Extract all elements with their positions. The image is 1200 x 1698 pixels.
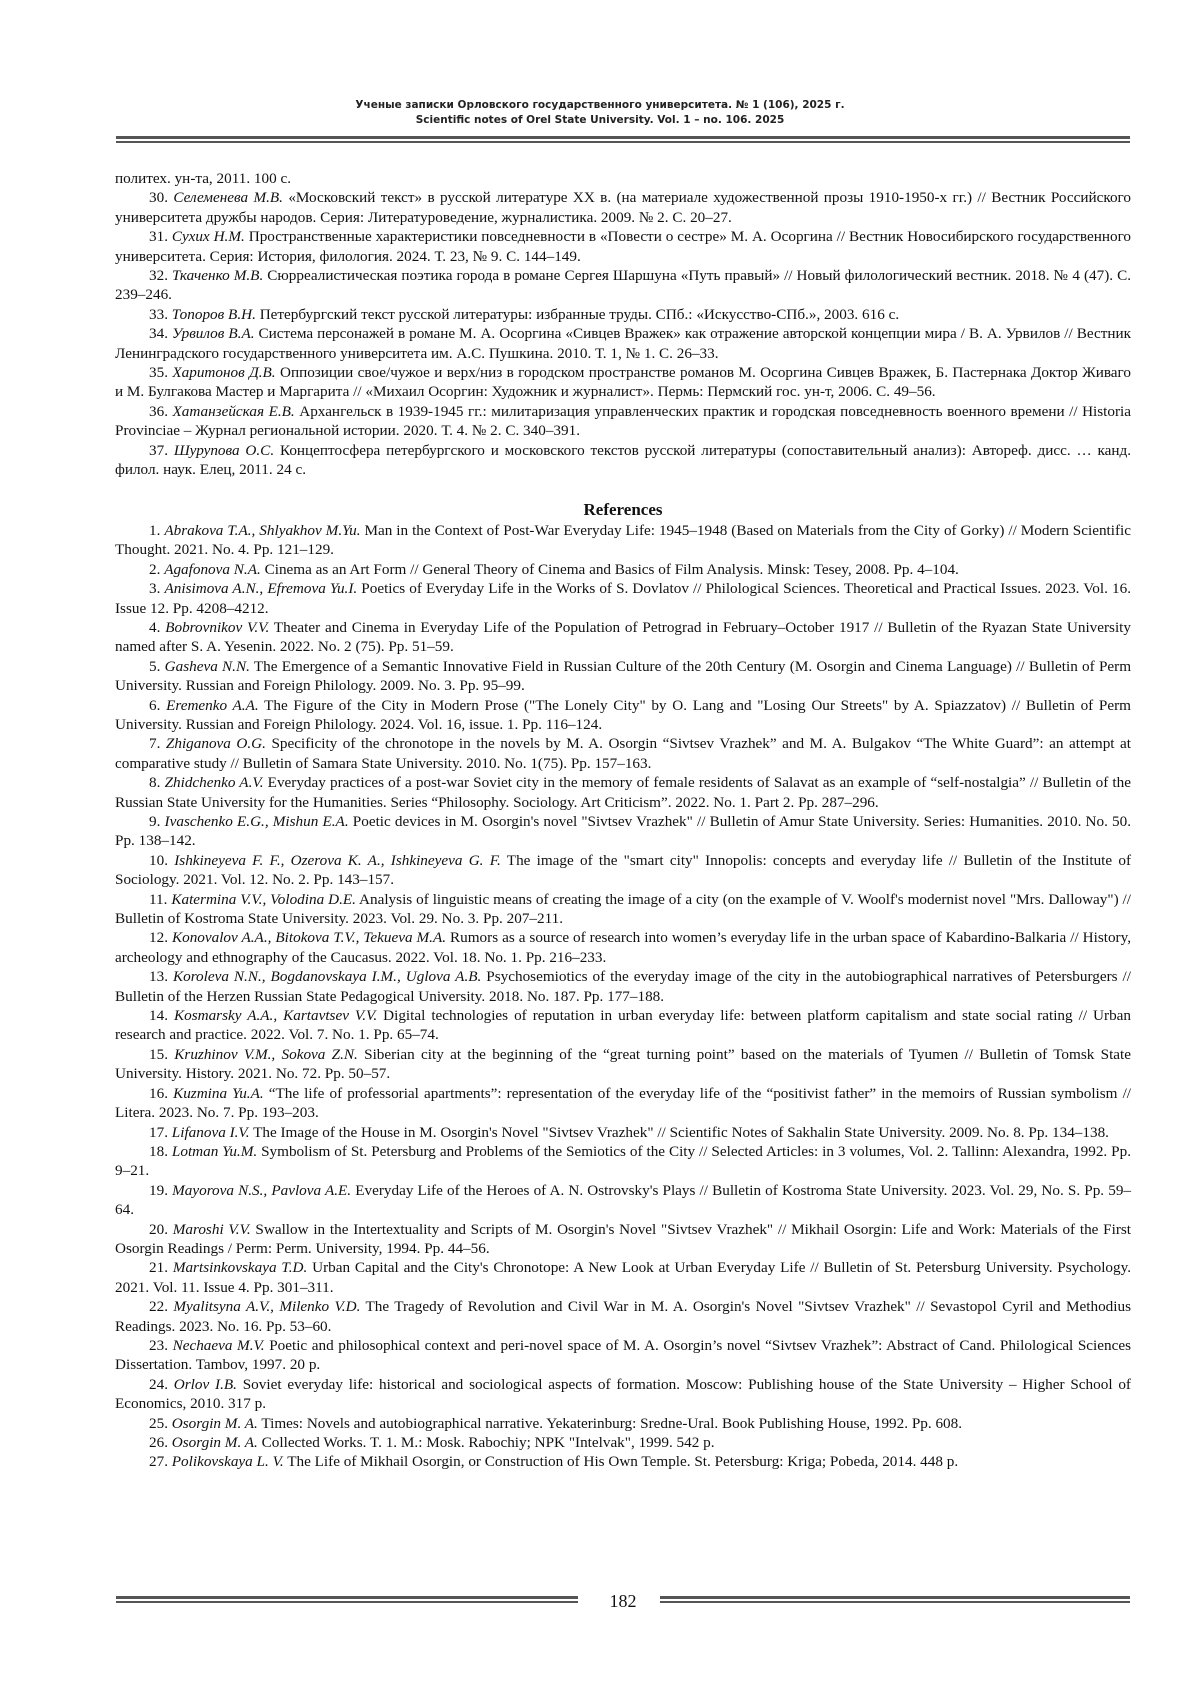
reference-item bbox=[115, 521, 1131, 560]
reference-item bbox=[115, 618, 1131, 657]
reference-author: Katermina V.V., Volodina D.E. bbox=[171, 890, 356, 908]
reference-item bbox=[115, 1297, 1131, 1336]
reference-author: Урвилов В.А. bbox=[171, 325, 255, 343]
reference-item bbox=[115, 1258, 1131, 1297]
reference-item bbox=[115, 928, 1131, 967]
reference-text: Times: Novels and autobiographical narrative. Yekaterinburg: Sredne-Ural. Book Publishing House, 1992. Pp. 608. bbox=[257, 1414, 963, 1432]
reference-number: 30. bbox=[149, 189, 168, 207]
reference-author: Konovalov A.A., Bitokova T.V., Tekueva M.A. bbox=[171, 929, 447, 947]
reference-number: 16. bbox=[149, 1084, 168, 1102]
header-rule bbox=[116, 136, 1130, 143]
reference-author: Lotman Yu.M. bbox=[171, 1142, 258, 1160]
reference-author: Orlov I.B. bbox=[173, 1375, 237, 1393]
reference-number: 15. bbox=[149, 1045, 168, 1063]
reference-text: The Life of Mikhail Osorgin, or Construction of His Own Temple. St. Petersburg: Kriga; Pobeda, 2014. 448 p. bbox=[283, 1453, 959, 1471]
reference-number: 4. bbox=[149, 618, 161, 636]
reference-number: 11. bbox=[149, 890, 168, 908]
reference-number: 23. bbox=[149, 1336, 168, 1354]
reference-text: The Tragedy of Revolution and Civil War in M. A. Osorgin's Novel "Sivtsev Vrazhek" // Sevastopol Cyril and Methodius Readings. 2023. No. 16. Pp. 53–60. bbox=[115, 1298, 1131, 1335]
reference-author: Ishkineyeva F. F., Ozerova K. A., Ishkineyeva G. F. bbox=[174, 851, 501, 869]
reference-number: 31. bbox=[149, 228, 168, 246]
reference-author: Bobrovnikov V.V. bbox=[165, 618, 270, 636]
reference-author: Agafonova N.A. bbox=[164, 560, 261, 578]
reference-author: Nechaeva M.V. bbox=[172, 1336, 265, 1354]
reference-item bbox=[115, 890, 1131, 929]
reference-item bbox=[115, 188, 1131, 227]
reference-author: Osorgin M. A. bbox=[171, 1434, 258, 1451]
reference-author: Ткаченко М.В. bbox=[172, 267, 264, 285]
reference-author: Kosmarsky A.A., Kartavtsev V.V. bbox=[173, 1007, 378, 1025]
reference-item bbox=[115, 734, 1131, 773]
reference-item bbox=[115, 363, 1131, 402]
page-number: 182 bbox=[609, 1591, 637, 1611]
reference-item bbox=[115, 560, 1131, 579]
reference-text: Soviet everyday life: historical and sociological aspects of formation. Moscow: Publishing house of the State University – Higher School of Economics, 2010. 317 p. bbox=[115, 1375, 1131, 1413]
reference-item bbox=[115, 1220, 1131, 1259]
reference-number: 34. bbox=[149, 325, 168, 343]
reference-author: Abrakova T.A., Shlyakhov M.Yu. bbox=[164, 521, 361, 539]
reference-author: Maroshi V.V. bbox=[172, 1220, 251, 1238]
reference-author: Gasheva N.N. bbox=[164, 657, 250, 675]
reference-text: “The life of professorial apartments”: representation of the everyday life of the “positivist father” in the memoirs of Russian symbolism // Litera. 2023. No. 7. Pp. 193–203. bbox=[115, 1084, 1132, 1122]
reference-author: Lifanova I.V. bbox=[171, 1123, 250, 1141]
reference-item bbox=[115, 266, 1131, 305]
reference-text: Оппозиции свое/чужое и верх/низ в городском пространстве романов М. Осоргина Сивцев Вражек, Б. Пастернака Доктор Живаго и М. Булгакова Мастер и Маргарита // «Михаил Осоргин: Художник и журналист». Пермь: Пермский гос. ун-т, 2006. С. 49–56. bbox=[115, 364, 1131, 401]
reference-item bbox=[115, 812, 1131, 851]
reference-item bbox=[115, 1452, 1131, 1471]
reference-text: Poetics of Everyday Life in the Works of S. Dovlatov // Philological Sciences. Theoretical and Practical Issues. 2023. Vol. 16. Issue 12. Pp. 4208–4212. bbox=[115, 580, 1132, 617]
reference-author: Eremenko A.A. bbox=[166, 696, 259, 714]
reference-text: Specificity of the chronotope in the novels by M. A. Osorgin “Sivtsev Vrazhek” and M. A. Bulgakov “The White Guard”: an attempt at comparative study // Bulletin of Samara State University. 2010. No. 1(75). Pp. 157–163. bbox=[115, 735, 1132, 772]
reference-number: 1. bbox=[149, 521, 161, 539]
reference-text: Сюрреалистическая поэтика города в романе Сергея Шаршуна «Путь правый» // Новый филологический вестник. 2018. № 4 (47). С. 239–246. bbox=[115, 267, 1132, 304]
reference-number: 32. bbox=[149, 267, 168, 285]
reference-number: 3. bbox=[149, 580, 161, 598]
reference-item bbox=[115, 227, 1131, 266]
reference-item bbox=[115, 324, 1131, 363]
reference-author: Koroleva N.N., Bogdanovskaya I.M., Uglova A.B. bbox=[172, 968, 482, 986]
reference-number: 12. bbox=[149, 929, 168, 947]
reference-item bbox=[115, 1433, 1131, 1452]
reference-number: 27. bbox=[149, 1453, 168, 1471]
reference-number: 17. bbox=[149, 1123, 168, 1141]
reference-author: Харитонов Д.В. bbox=[172, 364, 276, 382]
reference-author: Polikovskaya L. V. bbox=[171, 1453, 284, 1471]
reference-item bbox=[115, 402, 1131, 441]
reference-number: 10. bbox=[149, 851, 168, 869]
footer-rule-left bbox=[116, 1596, 578, 1603]
reference-author: Osorgin M. A. bbox=[171, 1414, 258, 1432]
reference-text: Siberian city at the beginning of the “great turning point” based on the materials of Tyumen // Bulletin of Tomsk State University. History. 2021. No. 72. Pp. 50–57. bbox=[115, 1045, 1131, 1083]
reference-text: Collected Works. T. 1. M.: Mosk. Rabochiy; NPK "Intelvak", 1999. 542 p. bbox=[257, 1434, 715, 1451]
reference-item bbox=[115, 1181, 1131, 1220]
reference-item bbox=[115, 305, 1131, 324]
reference-author: Сухих Н.М. bbox=[171, 228, 245, 246]
reference-author: Myalitsyna A.V., Milenko V.D. bbox=[173, 1298, 361, 1316]
reference-number: 7. bbox=[149, 735, 161, 753]
reference-item bbox=[115, 1375, 1131, 1414]
reference-number: 18. bbox=[149, 1142, 168, 1160]
reference-item bbox=[115, 657, 1131, 696]
reference-text: Analysis of linguistic means of creating the image of a city (on the example of V. Woolf's modernist novel "Mrs. Dalloway") // Bulletin of Kostroma State University. 2023. Vol. 29. No. 3. Pp. 207–211. bbox=[115, 890, 1131, 928]
reference-text: «Московский текст» в русской литературе XX в. (на материале художественной прозы 1910-1950-х гг.) // Вестник Российского университета дружбы народов. Серия: Литературоведение, журналистика. 2009. № 2. С. 20–27. bbox=[115, 189, 1131, 226]
reference-number: 2. bbox=[149, 560, 161, 578]
russian-reference-list bbox=[115, 188, 1131, 479]
reference-text: Rumors as a source of research into women’s everyday life in the urban space of Kabardino-Balkaria // History, archeology and ethnography of the Caucasus. 2022. Vol. 18. No. 1. Pp. 216–233. bbox=[115, 929, 1132, 966]
reference-text: The Figure of the City in Modern Prose ("The Lonely City" by O. Lang and "Losing Our Streets" by A. Spiazzatov) // Bulletin of Perm University. Russian and Foreign Philology. 2024. Vol. 16, issue. 1. Pp. 116–124. bbox=[115, 696, 1131, 733]
reference-text: Everyday Life of the Heroes of A. N. Ostrovsky's Plays // Bulletin of Kostroma State University. 2023. Vol. 29, No. S. Pp. 59–64. bbox=[115, 1181, 1132, 1219]
reference-text: Система персонажей в романе М. А. Осоргина «Сивцев Вражек» как отражение авторской концепции мира / В. А. Урвилов // Вестник Ленинградского государственного университета им. А.С. Пушкина. 2010. Т. 1, № 1. С. 26–33. bbox=[115, 325, 1131, 362]
reference-number: 19. bbox=[149, 1181, 168, 1199]
reference-text: Концептосфера петербургского и московского текстов русской литературы (сопоставительный анализ): Автореф. дисс. … канд. филол. наук. Елец, 2011. 24 с. bbox=[115, 441, 1132, 479]
reference-author: Zhiganova O.G. bbox=[165, 735, 266, 753]
reference-author: Шурупова О.С. bbox=[173, 441, 275, 459]
reference-text: Poetic devices in M. Osorgin's novel "Sivtsev Vrazhek" // Bulletin of Amur State University. Series: Humanities. 2010. No. 50. Pp. 138–142. bbox=[115, 813, 1132, 850]
reference-author: Mayorova N.S., Pavlova A.E. bbox=[172, 1181, 352, 1199]
reference-text: Psychosemiotics of the everyday image of the city in the autobiographical narratives of Petersburgers // Bulletin of the Herzen Russian State Pedagogical University. 2018. No. 187. Pp. 177–188. bbox=[115, 968, 1132, 1005]
reference-text: Архангельск в 1939-1945 гг.: милитаризация управленческих практик и городская повседневность военного времени // Historia Provinciae – Журнал региональной истории. 2020. Т. 4. № 2. С. 340–391. bbox=[115, 402, 1132, 440]
reference-item bbox=[115, 773, 1131, 812]
running-header bbox=[0, 98, 1200, 128]
reference-number: 24. bbox=[149, 1375, 168, 1393]
reference-item bbox=[115, 1084, 1131, 1123]
footer-rule-right bbox=[660, 1596, 1130, 1603]
reference-text: Cinema as an Art Form // General Theory of Cinema and Basics of Film Analysis. Minsk: Tesey, 2008. Pp. 4–104. bbox=[260, 560, 959, 578]
reference-item bbox=[115, 1045, 1131, 1084]
reference-number: 8. bbox=[149, 774, 161, 792]
reference-number: 9. bbox=[149, 813, 161, 830]
reference-item bbox=[115, 579, 1131, 618]
reference-number: 36. bbox=[149, 402, 168, 420]
reference-number: 5. bbox=[149, 657, 161, 675]
reference-author: Топоров В.Н. bbox=[171, 305, 256, 323]
reference-text: Пространственные характеристики повседневности в «Повести о сестре» М. А. Осоргина // Вестник Новосибирского государственного университета. Серия: История, филология. 2024. Т. 23, № 9. С. 144–149. bbox=[115, 228, 1132, 265]
reference-item bbox=[115, 851, 1131, 890]
reference-text: Swallow in the Intertextuality and Scripts of M. Osorgin's Novel "Sivtsev Vrazhek" // Mikhail Osorgin: Life and Work: Materials of the First Osorgin Readings / Perm: Perm. University, 1994. Pp. 44–56. bbox=[115, 1220, 1132, 1257]
reference-number: 33. bbox=[149, 305, 168, 323]
header-line-en: Scientific notes of Orel State University. Vol. 1 – no. 106. 2025 bbox=[415, 114, 785, 126]
reference-number: 22. bbox=[149, 1298, 168, 1316]
reference-text: Петербургский текст русской литературы: избранные труды. СПб.: «Искусство-СПб.», 2003. 616 с. bbox=[255, 305, 900, 323]
continuation-text: политех. ун-та, 2011. 100 с. bbox=[115, 170, 292, 187]
reference-number: 35. bbox=[149, 364, 168, 382]
reference-number: 25. bbox=[149, 1414, 168, 1432]
reference-item bbox=[115, 1006, 1131, 1045]
reference-author: Anisimova A.N., Efremova Yu.I. bbox=[164, 580, 358, 598]
reference-author: Селеменева М.В. bbox=[173, 189, 283, 207]
reference-item bbox=[115, 1336, 1131, 1375]
page-content bbox=[115, 169, 1131, 1472]
reference-author: Kruzhinov V.M., Sokova Z.N. bbox=[174, 1045, 358, 1063]
reference-text: Man in the Context of Post-War Everyday Life: 1945–1948 (Based on Materials from the City of Gorky) // Modern Scientific Thought. 2021. No. 4. Pp. 121–129. bbox=[115, 521, 1131, 559]
reference-item bbox=[115, 441, 1131, 480]
reference-number: 20. bbox=[149, 1220, 168, 1238]
page-footer bbox=[116, 1590, 1130, 1614]
reference-author: Ivaschenko E.G., Mishun E.A. bbox=[164, 813, 349, 830]
reference-item bbox=[115, 1123, 1131, 1142]
reference-author: Kuzmina Yu.A. bbox=[173, 1084, 264, 1102]
reference-author: Zhidchenko A.V. bbox=[164, 774, 264, 792]
reference-author: Martsinkovskaya T.D. bbox=[172, 1259, 308, 1277]
reference-item bbox=[115, 696, 1131, 735]
reference-text: Everyday practices of a post-war Soviet city in the memory of female residents of Salavat as an example of “self-nostalgia” // Bulletin of the Russian State University for the Humanities. Series “Philosophy. Sociology. Art Criticism”. 2022. No. 1. Part 2. Pp. 287–296. bbox=[115, 774, 1131, 811]
reference-number: 13. bbox=[149, 968, 168, 986]
reference-text: The Emergence of a Semantic Innovative Field in Russian Culture of the 20th Century (M. Osorgin and Cinema Language) // Bulletin of Perm University. Russian and Foreign Philology. 2009. No. 3. Pp. 95–99. bbox=[115, 657, 1132, 695]
reference-number: 21. bbox=[149, 1259, 168, 1277]
references-heading: References bbox=[583, 499, 663, 519]
reference-number: 37. bbox=[149, 441, 168, 459]
reference-author: Хатанзейская Е.В. bbox=[172, 402, 295, 420]
reference-number: 26. bbox=[149, 1434, 168, 1451]
english-reference-list bbox=[115, 521, 1131, 1472]
reference-text: Theater and Cinema in Everyday Life of the Population of Petrograd in February–October 1917 // Bulletin of the Ryazan State University named after S. A. Yesenin. 2022. No. 2 (75). Pp. 51–59. bbox=[115, 618, 1131, 656]
reference-number: 6. bbox=[149, 696, 161, 714]
reference-text: Digital technologies of reputation in urban everyday life: between platform capitalism and state social rating // Urban research and practice. 2022. Vol. 7. No. 1. Pp. 65–74. bbox=[115, 1007, 1131, 1044]
reference-text: Poetic and philosophical context and peri-novel space of M. A. Osorgin’s novel “Sivtsev Vrazhek”: Abstract of Cand. Philological Sciences Dissertation. Tambov, 1997. 20 p. bbox=[115, 1336, 1131, 1374]
reference-text: The Image of the House in M. Osorgin's Novel "Sivtsev Vrazhek" // Scientific Notes of Sakhalin State University. 2009. No. 8. Pp. 134–138. bbox=[249, 1123, 1109, 1141]
reference-text: Urban Capital and the City's Chronotope: A New Look at Urban Everyday Life // Bulletin of St. Petersburg University. Psychology. 2021. Vol. 11. Issue 4. Pp. 301–311. bbox=[115, 1259, 1131, 1296]
reference-item bbox=[115, 1142, 1131, 1181]
reference-text: Symbolism of St. Petersburg and Problems of the Semiotics of the City // Selected Articles: in 3 volumes, Vol. 2. Tallinn: Alexandra, 1992. Pp. 9–21. bbox=[115, 1142, 1132, 1180]
reference-text: The image of the "smart city" Innopolis: concepts and everyday life // Bulletin of the Institute of Sociology. 2021. Vol. 12. No. 2. Pp. 143–157. bbox=[115, 851, 1132, 889]
reference-item bbox=[115, 967, 1131, 1006]
reference-number: 14. bbox=[149, 1007, 168, 1025]
header-line-ru: Ученые записки Орловского государственного университета. № 1 (106), 2025 г. bbox=[355, 99, 845, 111]
reference-item bbox=[115, 1414, 1131, 1433]
